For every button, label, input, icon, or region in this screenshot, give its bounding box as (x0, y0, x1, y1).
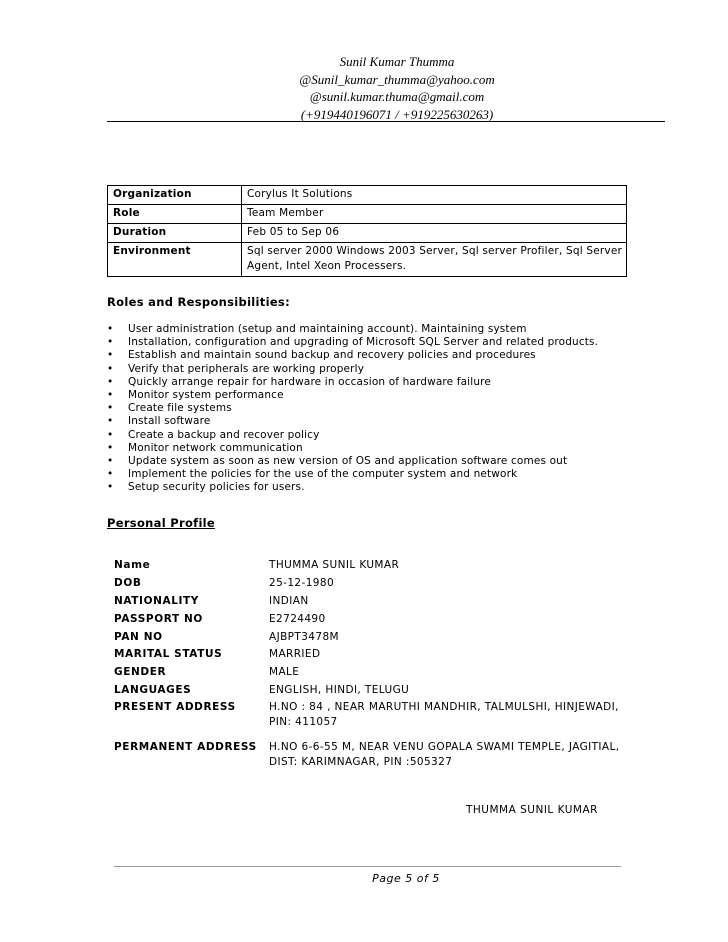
list-item: • Create a backup and recover policy (107, 428, 320, 441)
phone-numbers: (+919440196071 / +919225630263) (300, 106, 494, 122)
job-value: Corylus It Solutions (242, 186, 627, 205)
email-secondary: @sunil.kumar.thuma@gmail.com (309, 89, 485, 104)
table-row (108, 224, 627, 243)
candidate-name: Sunil Kumar Thumma (339, 54, 455, 69)
bullet-icon: • (107, 323, 114, 335)
roles-heading: Roles and Responsibilities: (107, 295, 290, 309)
list-item: • Monitor system performance (107, 389, 284, 402)
profile-row (114, 700, 634, 740)
bullet-icon: • (107, 441, 114, 454)
profile-value: MALE (269, 666, 300, 678)
bullet-icon: • (107, 455, 114, 468)
footer-divider (114, 866, 621, 867)
profile-key: PRESENT ADDRESS (114, 701, 236, 713)
bullet-icon: • (107, 349, 114, 362)
header-divider (107, 121, 665, 122)
profile-row (114, 612, 634, 630)
bullet-icon: • (107, 428, 114, 441)
page-number: Page 5 of 5 (372, 872, 440, 885)
profile-value: MARRIED (269, 648, 321, 660)
profile-row (114, 740, 634, 770)
profile-row (114, 558, 634, 576)
profile-key: LANGUAGES (114, 684, 192, 696)
job-key: Duration (108, 224, 242, 243)
profile-key: DOB (114, 577, 142, 589)
job-key: Environment (108, 243, 242, 277)
job-value: Feb 05 to Sep 06 (242, 224, 627, 243)
list-item: • Establish and maintain sound backup and recovery policies and procedures (107, 349, 536, 362)
job-key: Role (108, 205, 242, 224)
job-value: Sql server 2000 Windows 2003 Server, Sql server Profiler, Sql Server Agent, Intel Xeon Processers. (242, 243, 627, 277)
profile-row (114, 665, 634, 683)
profile-key: PERMANENT ADDRESS (114, 741, 257, 753)
profile-value: AJBPT3478M (269, 631, 340, 643)
profile-key: GENDER (114, 666, 167, 678)
list-item: • Monitor network communication (107, 441, 303, 454)
list-item: • Create file systems (107, 402, 232, 415)
list-item: • Install software (107, 415, 211, 428)
personal-profile (114, 558, 634, 770)
profile-row (114, 594, 634, 612)
list-item: • Implement the policies for the use of the computer system and network (107, 468, 518, 481)
bullet-icon: • (107, 402, 114, 415)
profile-key: Name (114, 559, 151, 571)
profile-value: THUMMA SUNIL KUMAR (269, 559, 400, 571)
profile-value: INDIAN (269, 595, 309, 607)
job-details-table (107, 185, 627, 277)
profile-row (114, 647, 634, 665)
list-item: • User administration (setup and maintaining account). Maintaining system (107, 323, 527, 335)
table-row (108, 205, 627, 224)
profile-key: PASSPORT NO (114, 613, 203, 625)
signature-name: THUMMA SUNIL KUMAR (466, 804, 598, 816)
list-item: • Quickly arrange repair for hardware in occasion of hardware failure (107, 375, 491, 388)
table-row (108, 243, 627, 277)
bullet-icon: • (107, 375, 114, 388)
profile-value: ENGLISH, HINDI, TELUGU (269, 684, 410, 696)
list-item: • Installation, configuration and upgrading of Microsoft SQL Server and related products. (107, 336, 599, 349)
table-row (108, 186, 627, 205)
profile-value: E2724490 (269, 613, 326, 625)
profile-key: NATIONALITY (114, 595, 199, 607)
bullet-icon: • (107, 468, 114, 481)
email-primary: @Sunil_kumar_thumma@yahoo.com (299, 71, 495, 87)
profile-value: 25-12-1980 (269, 577, 335, 589)
bullet-icon: • (107, 336, 114, 349)
profile-key: MARITAL STATUS (114, 648, 223, 660)
bullet-icon: • (107, 389, 114, 402)
bullet-icon: • (107, 362, 114, 375)
profile-value: H.NO 6-6-55 M, NEAR VENU GOPALA SWAMI TEMPLE, JAGITIAL, DIST: KARIMNAGAR, PIN :505327 (269, 741, 620, 768)
profile-row (114, 576, 634, 594)
profile-row (114, 630, 634, 647)
list-item: • Setup security policies for users. (107, 481, 305, 494)
profile-key: PAN NO (114, 631, 163, 643)
job-key: Organization (108, 186, 242, 205)
bullet-icon: • (107, 415, 114, 428)
resume-header (292, 53, 502, 123)
job-value: Team Member (242, 205, 627, 224)
bullet-icon: • (107, 481, 114, 494)
list-item: • Verify that peripherals are working properly (107, 362, 365, 375)
roles-list (107, 323, 598, 495)
profile-row (114, 683, 634, 700)
profile-heading: Personal Profile (107, 516, 216, 530)
profile-value: H.NO : 84 , NEAR MARUTHI MANDHIR, TALMULSHI, HINJEWADI, PIN: 411057 (269, 701, 619, 728)
list-item: • Update system as soon as new version of OS and application software comes out (107, 455, 568, 468)
